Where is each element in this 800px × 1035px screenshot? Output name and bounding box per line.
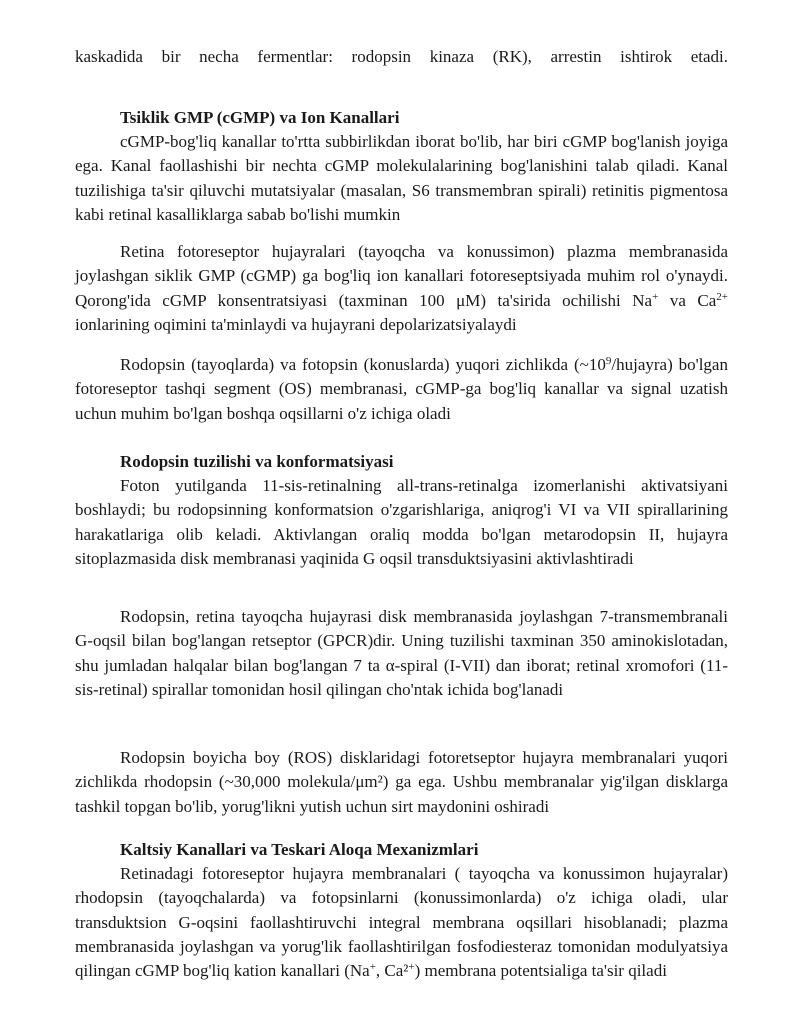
superscript: + [408,961,415,974]
paragraph [75,353,728,426]
continued-paragraph-line: kaskadida bir necha fermentlar: rodopsin kinaza (RK), arrestin ishtirok etadi. [75,47,728,66]
paragraph: cGMP-bog'liq kanallar to'rtta subbirlikdan iborat bo'lib, har biri cGMP bog'lanish joyiga ega. Kanal faollashishi bir nechta cGMP molekulalarining bog'lanishini talab qiladi. Kanal tuzilishiga ta'sir qiluvchi mutatsiyalar (masalan, S6 transmembran spirali) retinitis pigmentosa kabi retinal kasalliklarga sabab bo'lishi mumkin [75,132,728,224]
paragraph [75,862,728,983]
paragraph-text: /hujayra) bo'lgan fotoreseptor tashqi segment (OS) membranasi, cGMP-ga bog'liq kanallar va signal uzatish uchun muhim bo'lgan boshqa oqsillarni o'z ichiga oladi [75,355,728,423]
paragraph-text: Retinadagi fotoreseptor hujayra membranalari ( tayoqcha va konussimon hujayralar) rhodopsin (tayoqchalarda) va fotopsinlarni (konussimonlarda) o'z ichiga oladi, ular transduktsion G-oqsini faollashtiruvchi integral membrana oqsillari hisoblanadi; plazma membranasida joylashgan va yorug'lik faollashtirilgan fosfodiesteraz tomonidan modulyatsiya qilingan cGMP bog'liq kation kanallari (Na [75,864,728,981]
section-heading: Rodopsin tuzilishi va konformatsiyasi [120,452,394,471]
paragraph [75,240,728,337]
superscript: 2+ [716,290,728,303]
paragraph: Foton yutilganda 11-sis-retinalning all-trans-retinalga izomerlanishi aktivatsiyani boshlaydi; bu rodopsinning konformatsion o'zgarishlariga, aniqrog'i VI va VII spirallarining harakatlariga olib keladi. Aktivlangan oraliq modda bo'lgan metarodopsin II, hujayra sitoplazmasida disk membranasi yaqinida G oqsil transduktsiyasini aktivlashtiradi [75,476,728,568]
section-calcium-channels [75,838,728,983]
superscript: + [652,290,659,303]
section-cgmp-ion-channels [75,106,728,227]
section-heading: Tsiklik GMP (cGMP) va Ion Kanallari [120,108,400,127]
paragraph: Rodopsin boyicha boy (ROS) disklaridagi fotoretseptor hujayra membranalari yuqori zichlikda rhodopsin (~30,000 molekula/μm²) ga ega. Ushbu membranalar yig'ilgan disklarga tashkil topgan bo'lib, yorug'likni yutish uchun sirt maydonini oshiradi [75,748,728,816]
paragraph-text: , Ca² [375,961,409,981]
superscript: 9 [605,355,612,367]
section-heading: Kaltsiy Kanallari va Teskari Aloqa Mexanizmlari [120,840,479,859]
superscript: + [369,961,376,974]
paragraph-text: Retina fotoreseptor hujayralari (tayoqcha va konussimon) plazma membranasida joylashgan siklik GMP (cGMP) ga bog'liq ion kanallari fotoreseptsiyada muhim rol o'ynaydi. Qorong'ida cGMP konsentratsiyasi (taxminan 100 μM) ta'sirida ochilishi Na [75,242,728,310]
paragraph-text: ionlarining oqimini ta'minlaydi va hujayrani depolarizatsiyalaydi [75,314,517,334]
paragraph-text: va Ca [658,290,717,310]
paragraph-text: Rodopsin (tayoqlarda) va fotopsin (konuslarda) yuqori zichlikda (~10 [120,355,606,374]
paragraph-text: ) membrana potentsialiga ta'sir qiladi [414,961,667,981]
paragraph: Rodopsin, retina tayoqcha hujayrasi disk membranasida joylashgan 7-transmembranali G-oqsil bilan bog'langan retseptor (GPCR)dir. Uning tuzilishi taxminan 350 aminokislotadan, shu jumladan halqalar bilan bog'langan 7 ta α-spiral (I-VII) dan iborat; retinal xromofori (11-sis-retinal) spirallar tomonidan hosil qilingan cho'ntak ichida bog'lanadi [75,607,728,699]
section-rhodopsin-structure [75,450,728,571]
